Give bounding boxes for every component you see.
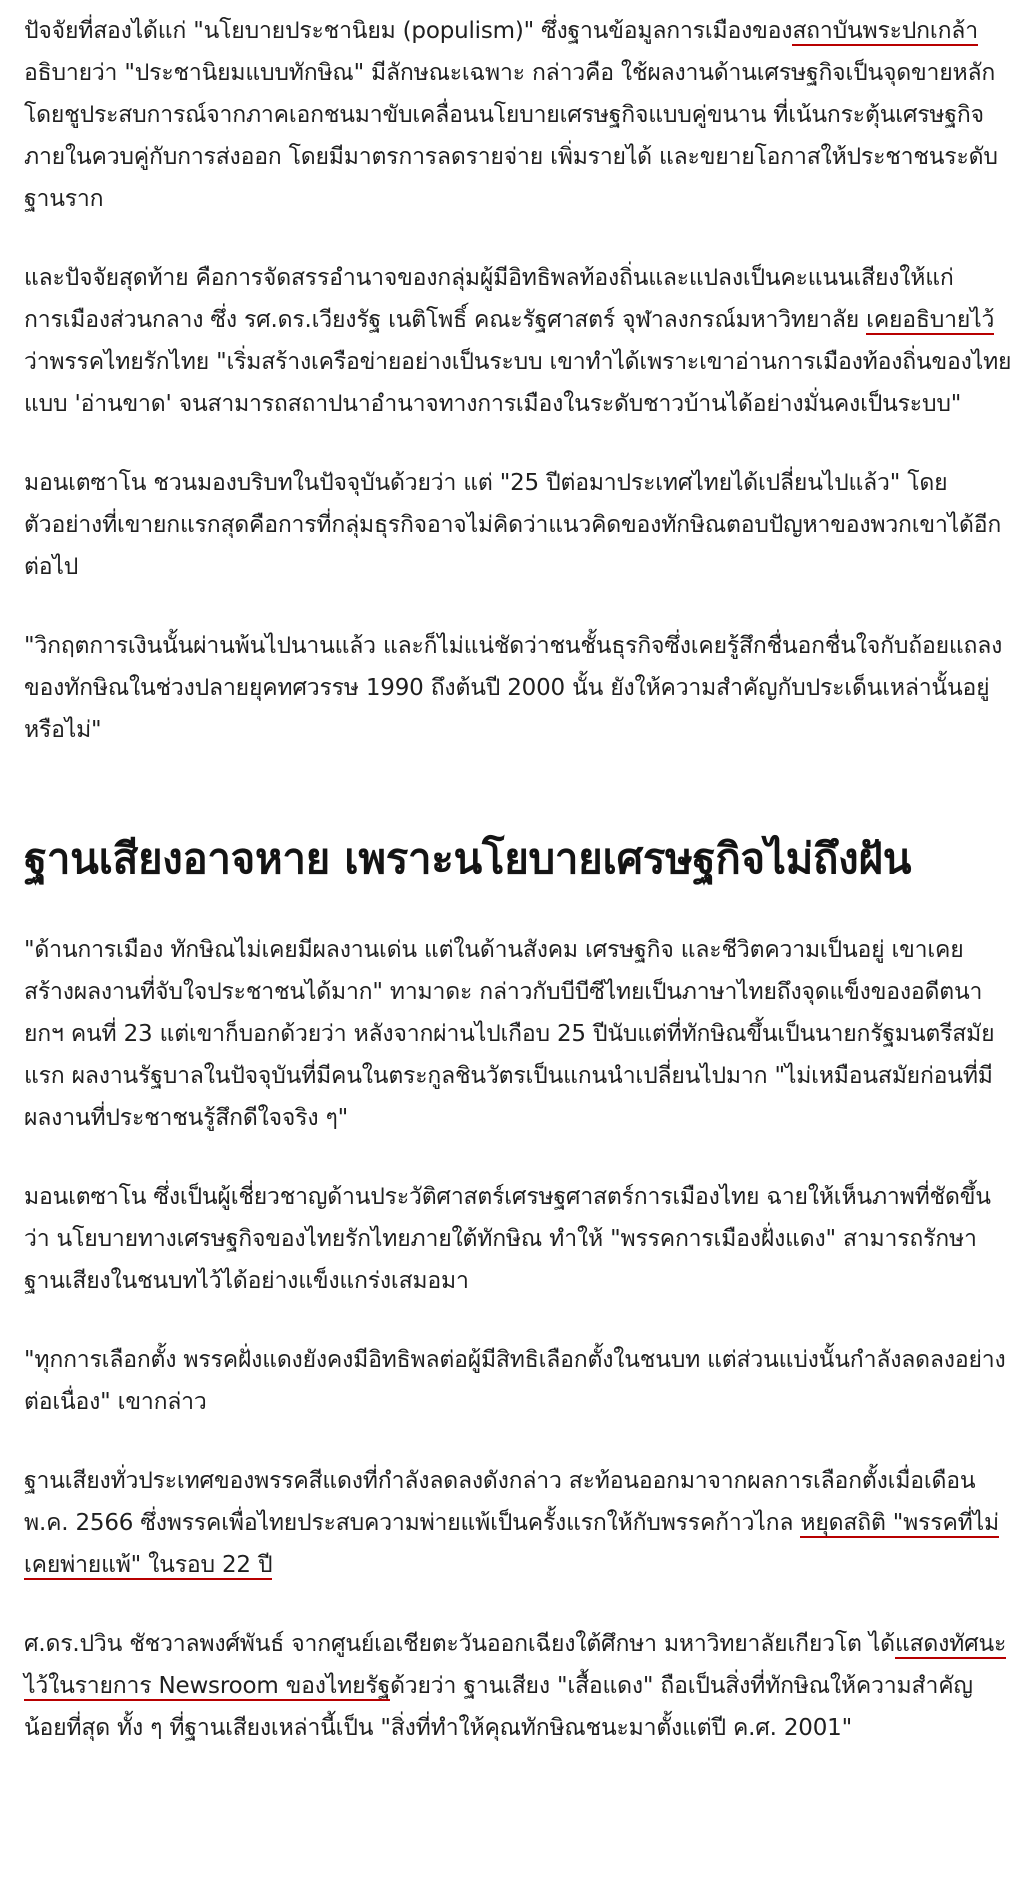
section-heading: ฐานเสียงอาจหาย เพราะนโยบายเศรษฐกิจไม่ถึงฝัน [24,834,912,883]
paragraph-tamada-quote: "ด้านการเมือง ทักษิณไม่เคยมีผลงานเด่น แต่ในด้านสังคม เศรษฐกิจ และชีวิตความเป็นอยู่ เขาเคยสร้างผลงานที่จับใจประชาชนได้มาก" ทามาดะ กล่าวกับบีบีซีไทยเป็นภาษาไทยถึงจุดแข็งของอดีตนายกฯ คนที่ 23 แต่เขาก็บอกด้วยว่า หลังจากผ่านไปเกือบ 25 ปีนับแต่ที่ทักษิณขึ้นเป็นนายกรัฐมนตรีสมัยแรก ผลงานรัฐบาลในปัจจุบันที่มีคนในตระกูลชินวัตรเป็นแกนนำเปลี่ยนไปมาก "ไม่เหมือนสมัยก่อนที่มีผลงานที่ประชาชนรู้สึกดีใจจริง ๆ" [24,937,995,1131]
paragraph-declining-vote-base [24,1460,1012,1586]
paragraph-text: ปัจจัยที่สองได้แก่ "นโยบายประชานิยม (populism)" ซึ่งฐานข้อมูลการเมืองของ [24,18,793,44]
paragraph-montesano-context: มอนเตซาโน ชวนมองบริบทในปัจจุบันด้วยว่า แต่ "25 ปีต่อมาประเทศไทยได้เปลี่ยนไปแล้ว" โดยตัวอย่างที่เขายกแรกสุดคือการที่กลุ่มธุรกิจอาจไม่คิดว่าแนวคิดของทักษิณตอบปัญหาของพวกเขาได้อีกต่อไป [24,470,1002,580]
paragraph-text: ด้วยว่า ฐานเสียง "เสื้อแดง" ถือเป็นสิ่งที่ทักษิณให้ความสำคัญน้อยที่สุด ทั้ง ๆ ที่ฐานเสียงเหล่านี้เป็น "สิ่งที่ทำให้คุณทักษิณชนะมาตั้งแต่ปี ค.ศ. 2001" [24,1673,973,1741]
link-record-ended[interactable]: หยุดสถิติ "พรรคที่ไม่เคยพ่ายแพ้" ในรอบ 22 ปี [24,1510,999,1578]
paragraph-elections-quote: "ทุกการเลือกตั้ง พรรคฝั่งแดงยังคงมีอิทธิพลต่อผู้มีสิทธิเลือกตั้งในชนบท แต่ส่วนแบ่งนั้นกำลังลดลงอย่างต่อเนื่อง" เขากล่าว [24,1347,1006,1415]
paragraph-montesano-rural-base: มอนเตซาโน ซึ่งเป็นผู้เชี่ยวชาญด้านประวัติศาสตร์เศรษฐศาสตร์การเมืองไทย ฉายให้เห็นภาพที่ชัดขึ้นว่า นโยบายทางเศรษฐกิจของไทยรักไทยภายใต้ทักษิณ ทำให้ "พรรคการเมืองฝั่งแดง" สามารถรักษาฐานเสียงในชนบทไว้ได้อย่างแข็งแกร่งเสมอมา [24,1184,991,1294]
paragraph-pavin-view [24,1623,1012,1749]
paragraph-financial-crisis-quote: "วิกฤตการเงินนั้นผ่านพ้นไปนานแล้ว และก็ไม่แน่ชัดว่าชนชั้นธุรกิจซึ่งเคยรู้สึกชื่นอกชื่นใจกับถ้อยแถลงของทักษิณในช่วงปลายยุคทศวรรษ 1990 ถึงต้นปี 2000 นั้น ยังให้ความสำคัญกับประเด็นเหล่านั้นอยู่หรือไม่" [24,633,1003,743]
paragraph-text: ฐานเสียงทั่วประเทศของพรรคสีแดงที่กำลังลดลงดังกล่าว สะท้อนออกมาจากผลการเลือกตั้งเมื่อเดือน พ.ค. 2566 ซึ่งพรรคเพื่อไทยประสบความพ่ายแพ้เป็นครั้งแรกให้กับพรรคก้าวไกล [24,1468,976,1536]
paragraph-text: ว่าพรรคไทยรักไทย "เริ่มสร้างเครือข่ายอย่างเป็นระบบ เขาทำได้เพราะเขาอ่านการเมืองท้องถิ่นของไทยแบบ 'อ่านขาด' จนสามารถสถาปนาอำนาจทางการเมืองในระดับชาวบ้านได้อย่างมั่นคงเป็นระบบ" [24,349,1012,417]
paragraph-text: และปัจจัยสุดท้าย คือการจัดสรรอำนาจของกลุ่มผู้มีอิทธิพลท้องถิ่นและแปลงเป็นคะแนนเสียงให้แก่การเมืองส่วนกลาง ซึ่ง รศ.ดร.เวียงรัฐ เนติโพธิ์ คณะรัฐศาสตร์ จุฬาลงกรณ์มหาวิทยาลัย [24,265,954,333]
link-previously-explained[interactable]: เคยอธิบายไว้ [866,307,995,333]
link-king-prajadhipok-institute[interactable]: สถาบันพระปกเกล้า [792,18,978,44]
paragraph-populism [24,10,1012,220]
link-newsroom-thairath[interactable]: แสดงทัศนะไว้ในรายการ Newsroom ของไทยรัฐ [24,1631,1007,1699]
paragraph-text: อธิบายว่า "ประชานิยมแบบทักษิณ" มีลักษณะเฉพาะ กล่าวคือ ใช้ผลงานด้านเศรษฐกิจเป็นจุดขายหลัก โดยชูประสบการณ์จากภาคเอกชนมาขับเคลื่อนนโยบายเศรษฐกิจแบบคู่ขนาน ที่เน้นกระตุ้นเศรษฐกิจภายในควบคู่กับการส่งออก โดยมีมาตรการลดรายจ่าย เพิ่มรายได้ และขยายโอกาสให้ประชาชนระดับฐานราก [24,60,998,212]
paragraph-local-influence [24,257,1012,425]
paragraph-text: ศ.ดร.ปวิน ชัชวาลพงศ์พันธ์ จากศูนย์เอเชียตะวันออกเฉียงใต้ศึกษา มหาวิทยาลัยเกียวโต ได้ [24,1631,895,1657]
